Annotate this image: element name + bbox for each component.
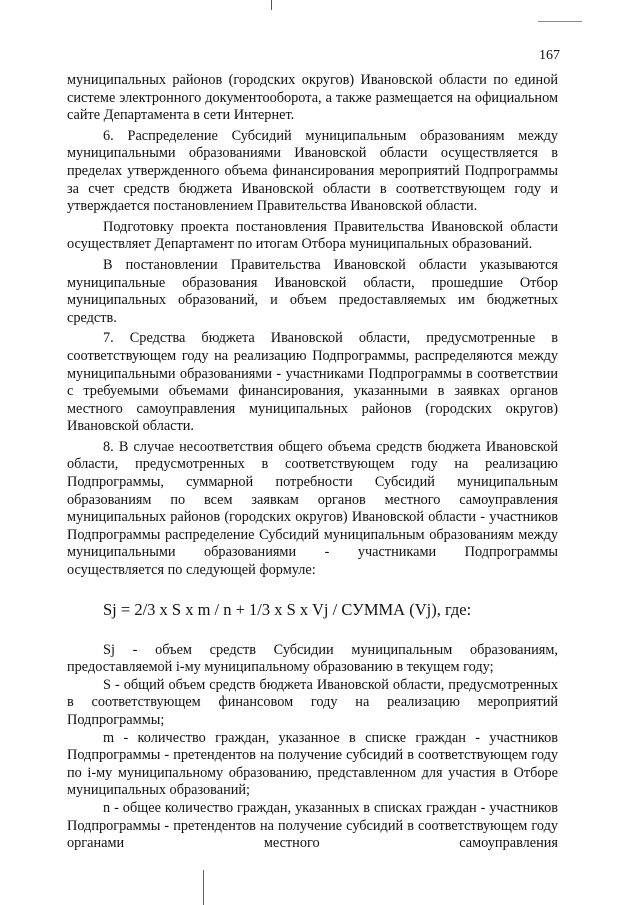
definition-sj: Sj - объем средств Субсидии муниципальным образованиям, предоставляемой i-му муниципальному образованию в текущем году;: [67, 641, 558, 676]
paragraph-7: 7. Средства бюджета Ивановской области, предусмотренные в соответствующем году на реализацию Подпрограммы, распределяются между муниципальными образованиями - участниками Подпрограммы в соответствии с требуемыми объемами финансирования, указанными в заявках органов местного самоуправления муниципальных районов (городских округов) Ивановской области.: [67, 330, 558, 435]
paragraph-6-preparation: Подготовку проекта постановления Правительства Ивановской области осуществляет Департамент по итогам Отбора муниципальных образований.: [67, 218, 558, 253]
document-body: [67, 72, 558, 853]
scan-mark-bottom: [203, 870, 204, 905]
paragraph-6-resolution: В постановлении Правительства Ивановской области указываются муниципальные образования Ивановской области, прошедшие Отбор муниципальных образований, и объем предоставляемых им бюджетных средств.: [67, 256, 558, 326]
definition-s: S - общий объем средств бюджета Ивановской области, предусмотренных в соответствующем финансовом году на реализацию мероприятий Подпрограммы;: [67, 676, 558, 728]
scan-mark-top-right: [538, 21, 582, 22]
scan-mark-top: [271, 0, 272, 10]
paragraph-6: 6. Распределение Субсидий муниципальным образованиям между муниципальными образованиями Ивановской области осуществляется в пределах утвержденного объема финансирования мероприятий Подпрограммы за счет средств бюджета Ивановской области в соответствующем году и утверждается постановлением Правительства Ивановской области.: [67, 127, 558, 215]
definition-m: m - количество граждан, указанное в списке граждан - участников Подпрограммы - претендентов на получение субсидий в соответствующем году по i-му муниципальному образованию, представленном для участия в Отборе муниципальных образований;: [67, 729, 558, 799]
page-number: 167: [539, 48, 560, 63]
paragraph-intro: муниципальных районов (городских округов) Ивановской области по единой системе электронного документооборота, а также размещается на официальном сайте Департамента в сети Интернет.: [67, 72, 558, 124]
paragraph-8: 8. В случае несоответствия общего объема средств бюджета Ивановской области, предусмотренных в соответствующем году на реализацию Подпрограммы, суммарной потребности Субсидий муниципальным образованиям по всем заявкам органов местного самоуправления муниципальных районов (городских округов) Ивановской области - участников Подпрограммы распределение Субсидий муниципальным образованиям между муниципальными образованиями - участниками Подпрограммы осуществляется по следующей формуле:: [67, 438, 558, 579]
distribution-formula: Sj = 2/3 x S x m / n + 1/3 x S x Vj / СУММА (Vj), где:: [103, 599, 472, 619]
definition-n: n - общее количество граждан, указанных в списках граждан - участников Подпрограммы - претендентов на получение субсидий в соответствующем году органами местного самоуправления: [67, 799, 558, 852]
